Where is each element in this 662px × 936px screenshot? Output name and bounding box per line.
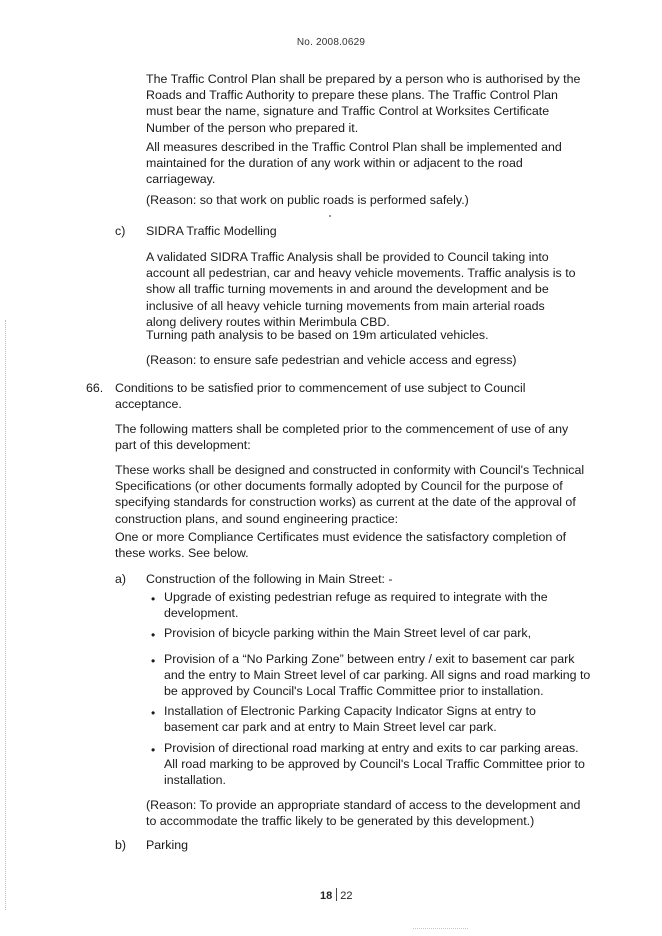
page-number: 18 <box>320 890 333 902</box>
traffic-control-reason: (Reason: so that work on public roads is performed safely.) <box>146 193 469 207</box>
turning-path-paragraph: Turning path analysis to be based on 19m articulated vehicles. <box>146 328 489 342</box>
scan-speck <box>329 215 331 217</box>
condition-completion-paragraph: The following matters shall be completed prior to the commencement of use of any part of this development: <box>115 422 569 453</box>
bullet-directional-marking: Provision of directional road marking at entry and exits to car parking areas. All road marking to be approved by Council's Local Traffic Committee prior to installation. <box>164 741 585 788</box>
parking-title: Parking <box>146 838 189 852</box>
bullet-capacity-signs: Installation of Electronic Parking Capacity Indicator Signs at entry to basement car park and at entry to Main Street level car park. <box>164 704 536 735</box>
main-street-title: Construction of the following in Main Street: - <box>146 572 393 586</box>
page-total: 22 <box>340 890 353 902</box>
bullet-pedestrian-refuge: Upgrade of existing pedestrian refuge as required to integrate with the development. <box>164 590 548 621</box>
page-separator <box>336 888 337 901</box>
document-number: No. 2008.0629 <box>296 37 366 48</box>
main-street-reason: (Reason: To provide an appropriate standard of access to the development and to accommodate the traffic likely to be generated by this development.) <box>146 798 581 829</box>
main-street-label: a) <box>115 572 127 586</box>
scan-margin-line <box>5 320 7 910</box>
sidra-section-label: c) <box>115 224 126 238</box>
bullet-glyph: • <box>151 628 156 642</box>
sidra-section-title: SIDRA Traffic Modelling <box>146 224 277 238</box>
bullet-glyph: • <box>151 743 156 757</box>
bullet-no-parking-zone: Provision of a “No Parking Zone” between entry / exit to basement car park and the entry to Main Street level of car parking. All signs and road marking to be approved by Council's Local Traffic Committee prior to installation. <box>164 652 591 699</box>
parking-label: b) <box>115 838 127 852</box>
bullet-glyph: • <box>151 592 156 606</box>
bullet-glyph: • <box>151 654 156 668</box>
traffic-control-measures-paragraph: All measures described in the Traffic Control Plan shall be implemented and maintained for the duration of any work within or adjacent to the road carriageway. <box>146 140 562 187</box>
bullet-glyph: • <box>151 706 156 720</box>
compliance-certificates-paragraph: One or more Compliance Certificates must evidence the satisfactory completion of these works. See below. <box>115 530 567 561</box>
scan-bottom-mark <box>413 928 468 929</box>
traffic-control-plan-paragraph: The Traffic Control Plan shall be prepared by a person who is authorised by the Roads and Traffic Authority to prepare these plans. The Traffic Control Plan must bear the name, signature and Traffic Control at Worksites Certificate Number of the person who prepared it. <box>146 72 581 135</box>
sidra-analysis-paragraph: A validated SIDRA Traffic Analysis shall be provided to Council taking into account all pedestrian, car and heavy vehicle movements. Traffic analysis is to show all traffic turning movements in and around the development and be inclusive of all heavy vehicle turning movements from main arterial roads along delivery routes within Merimbula CBD. <box>146 250 576 329</box>
condition-number: 66. <box>86 381 104 395</box>
bullet-bicycle-parking: Provision of bicycle parking within the Main Street level of car park, <box>164 626 532 640</box>
page-footer <box>320 888 353 902</box>
condition-heading: Conditions to be satisfied prior to commencement of use subject to Council acceptance. <box>115 381 526 412</box>
condition-specifications-paragraph: These works shall be designed and constructed in conformity with Council's Technical Specifications (or other documents formally adopted by Council for the purpose of specifying standards for construction works) as current at the date of the approval of construction plans, and sound engineering practice: <box>115 463 585 526</box>
sidra-reason: (Reason: to ensure safe pedestrian and vehicle access and egress) <box>146 353 517 367</box>
